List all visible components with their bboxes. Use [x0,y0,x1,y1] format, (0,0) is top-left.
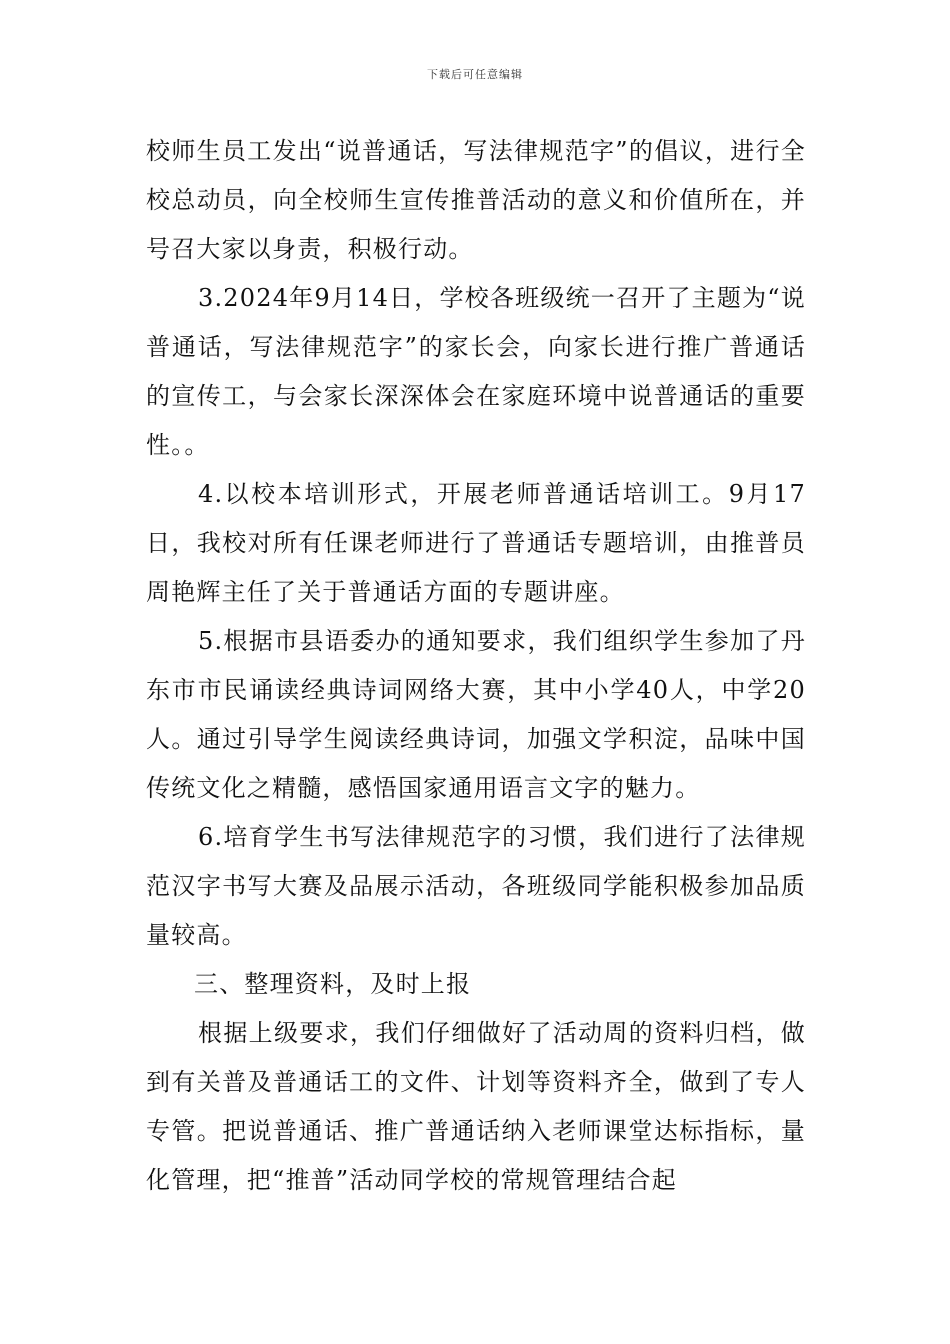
page-header: 下载后可任意编辑 [427,68,523,81]
paragraph-6: 根据上级要求，我们仔细做好了活动周的资料归档，做到有关普及普通话工的文件、计划等资料齐全，做到了专人专管。把说普通话、推广普通话纳入老师课堂达标指标，量化管理，把“推普”活动同学校的常规管理结合起 [146,1019,806,1194]
section-heading: 三、整理资料，及时上报 [194,970,472,998]
document-body [146,127,806,1205]
paragraph-2: 3.2024年9月14日，学校各班级统一召开了主题为“说普通话，写法律规范字”的家长会，向家长进行推广普通话的宣传工，与会家长深深体会在家庭环境中说普通话的重要性。。 [146,284,806,459]
paragraph-4: 5.根据市县语委办的通知要求，我们组织学生参加了丹东市市民诵读经典诗词网络大赛，其中小学40人，中学20人。通过引导学生阅读经典诗词，加强文学积淀，品味中国传统文化之精髓，感悟国家通用语言文字的魅力。 [146,627,806,802]
paragraph-1: 校师生员工发出“说普通话，写法律规范字”的倡议，进行全校总动员，向全校师生宣传推普活动的意义和价值所在，并号召大家以身责，积极行动。 [146,137,806,263]
paragraph-3: 4.以校本培训形式，开展老师普通话培训工。9月17日，我校对所有任课老师进行了普通话专题培训，由推普员周艳辉主任了关于普通话方面的专题讲座。 [146,480,806,606]
paragraph-5: 6.培育学生书写法律规范字的习惯，我们进行了法律规范汉字书写大赛及品展示活动，各班级同学能积极参加品质量较高。 [146,823,806,949]
